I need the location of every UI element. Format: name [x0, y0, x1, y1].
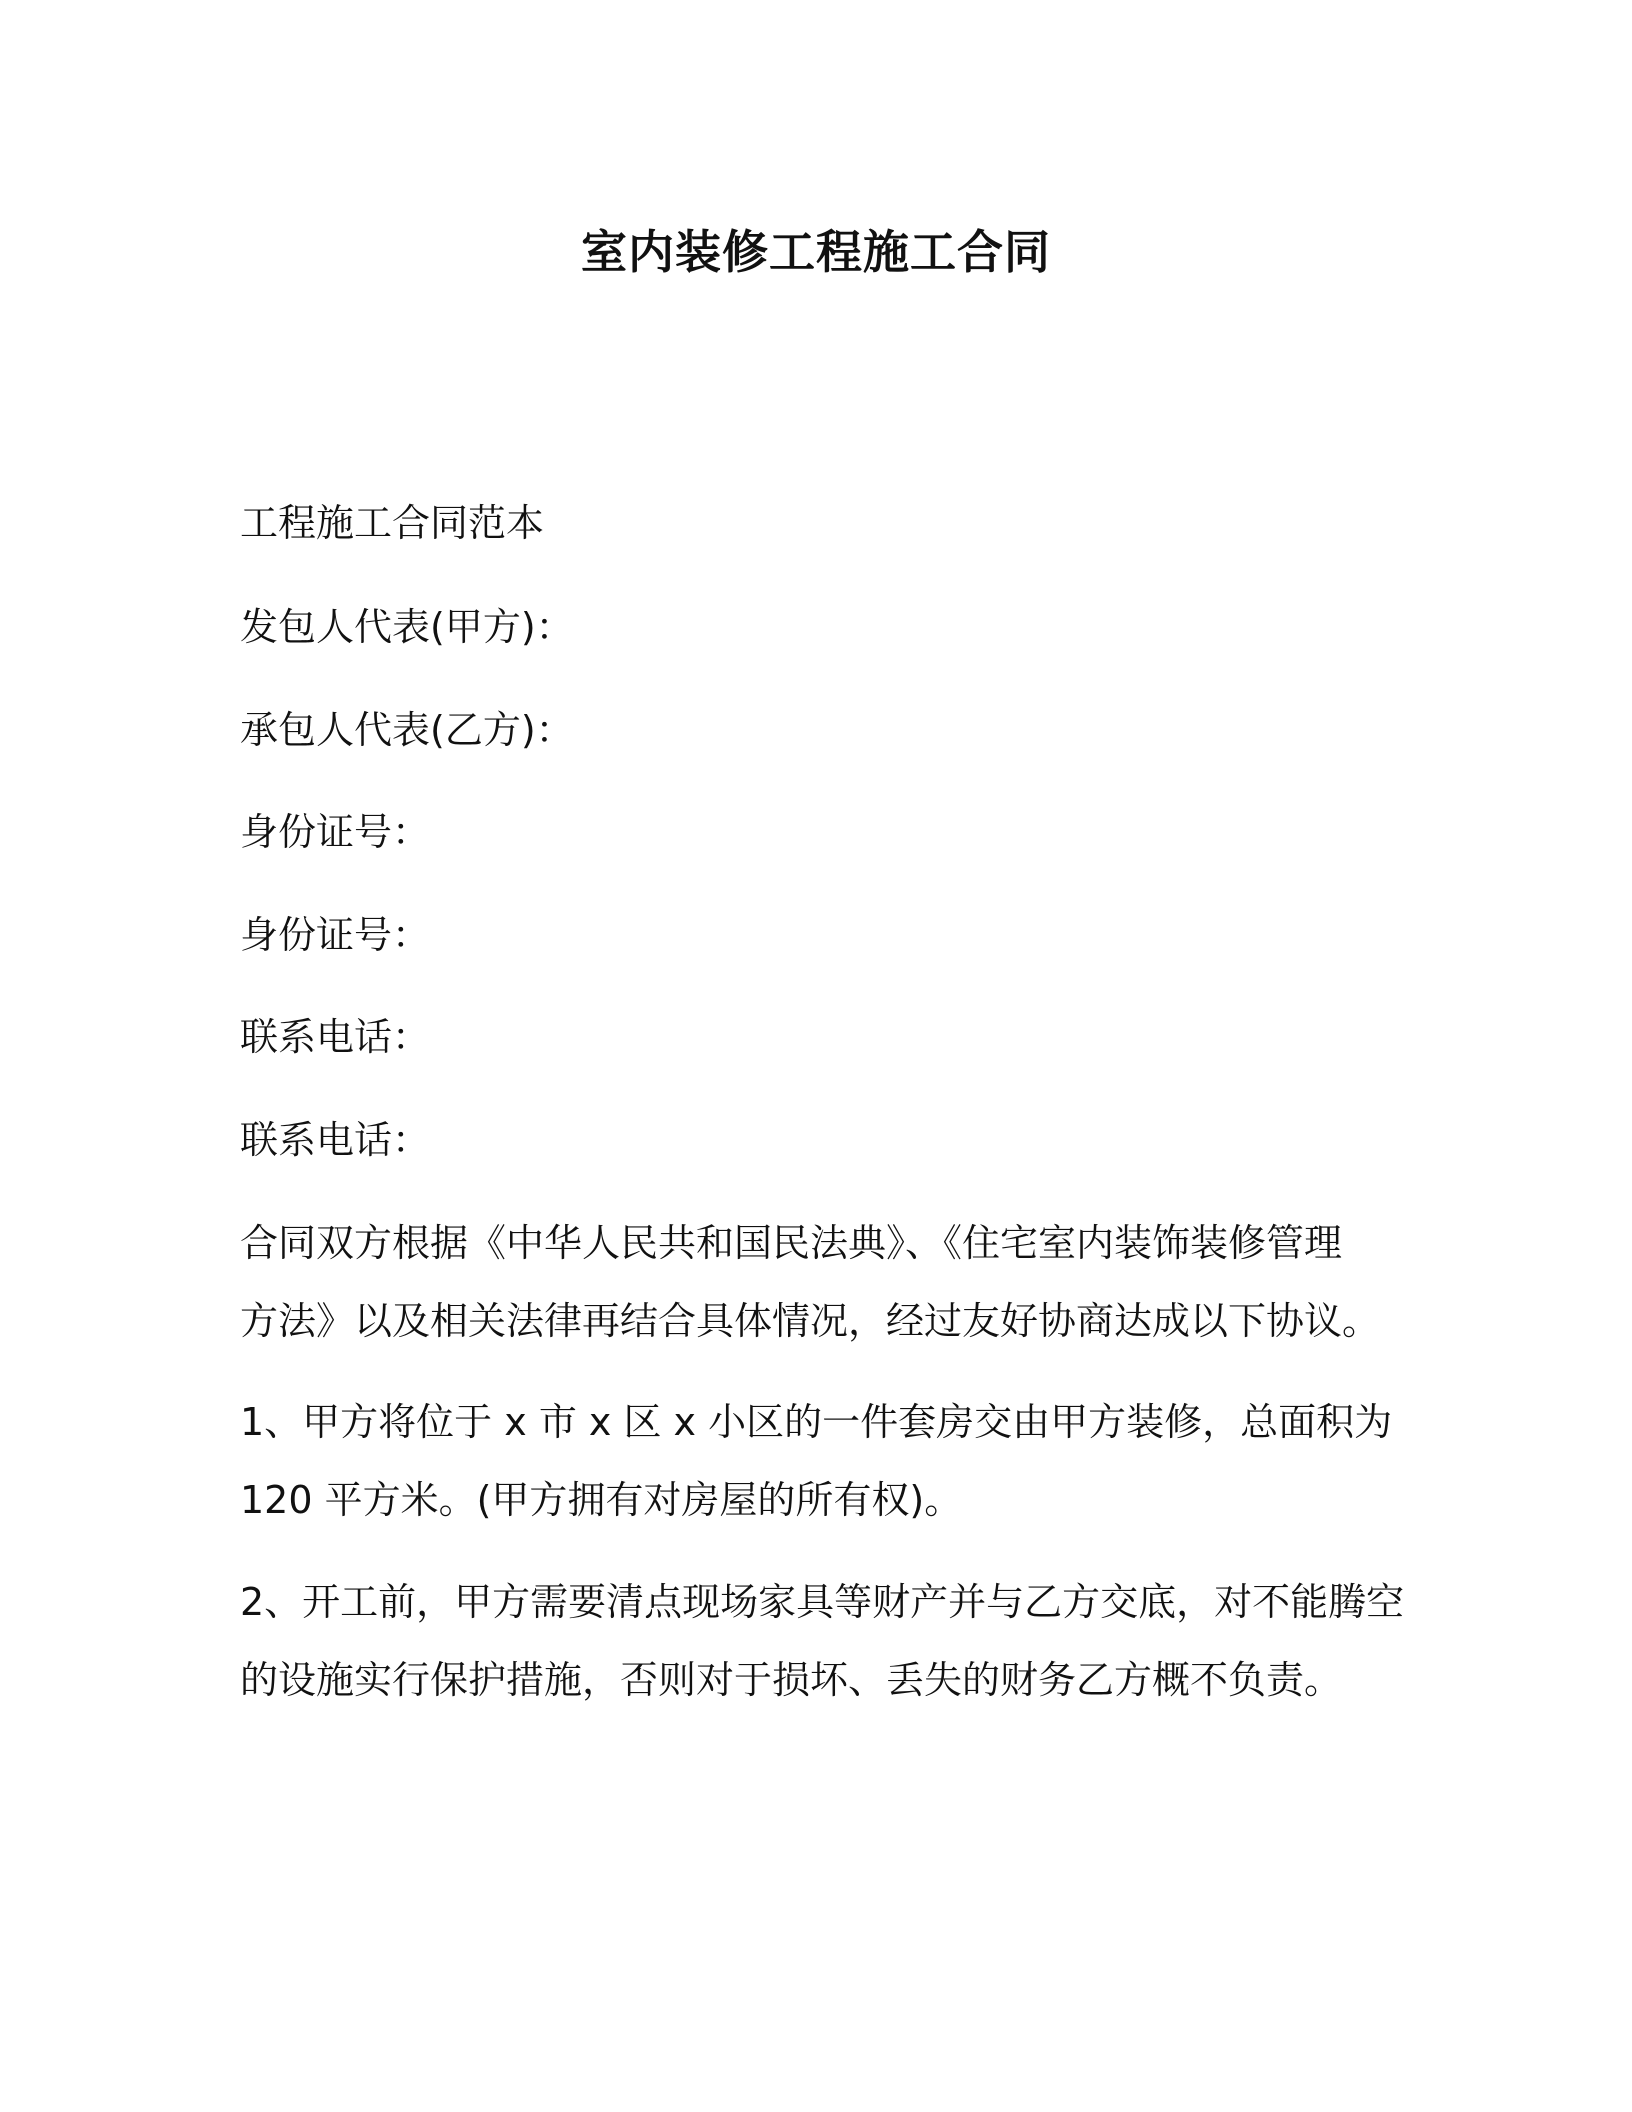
id-number-b: 身份证号：: [240, 913, 431, 957]
id-number-a: 身份证号：: [240, 810, 431, 854]
clause-2-line-1: 2、开工前，甲方需要清点现场家具等财产并与乙方交底，对不能腾空: [240, 1580, 1405, 1624]
party-a-representative: 发包人代表(甲方)：: [240, 605, 574, 649]
party-b-representative: 承包人代表(乙方)：: [240, 708, 574, 752]
clause-1-line-2: 120 平方米。(甲方拥有对房屋的所有权)。: [240, 1478, 963, 1522]
preamble-line-1: 合同双方根据《中华人民共和国民法典》、《住宅室内装饰装修管理: [240, 1221, 1343, 1265]
document-title: 室内装修工程施工合同: [581, 225, 1051, 279]
clause-2-line-2: 的设施实行保护措施，否则对于损坏、丢失的财务乙方概不负责。: [240, 1658, 1343, 1702]
subtitle-template: 工程施工合同范本: [240, 501, 545, 545]
phone-b: 联系电话：: [240, 1118, 431, 1162]
preamble-line-2: 方法》以及相关法律再结合具体情况，经过友好协商达成以下协议。: [240, 1299, 1381, 1343]
phone-a: 联系电话：: [240, 1015, 431, 1059]
clause-1-line-1: 1、甲方将位于 x 市 x 区 x 小区的一件套房交由甲方装修，总面积为: [240, 1400, 1393, 1444]
